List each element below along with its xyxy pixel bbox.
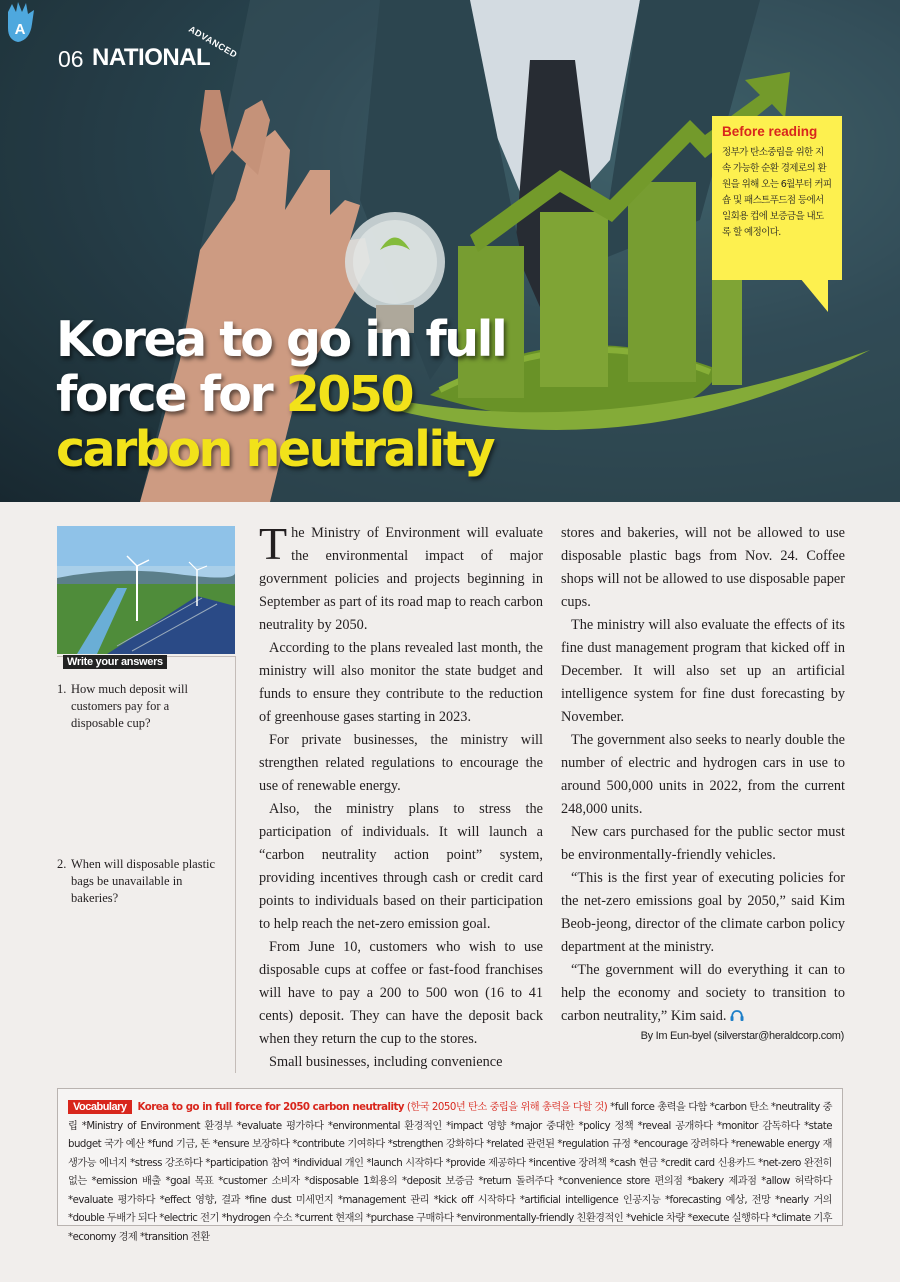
article-paragraph: “The government will do everything it can to help the economy and society to transition to carbon neutrality,” Kim said. — [561, 962, 845, 1024]
before-reading-box — [712, 116, 842, 280]
article-paragraph: “This is the first year of executing policies for the net-zero emissions goal by 2050,” said Kim Beob-jeong, director of the climate carbon policy department at the ministry. — [561, 870, 845, 955]
question-2 — [57, 856, 222, 907]
question-text: When will disposable plastic bags be unavailable in bakeries? — [71, 857, 216, 905]
before-reading-text: 정부가 탄소중립을 위한 지속 가능한 순환 경제로의 환원을 위해 오는 6월부터 커피숍 및 패스트푸드점 등에서 일회용 컵에 보증금을 내도록 할 예정이다. — [722, 147, 832, 238]
level-hand-icon — [0, 0, 40, 44]
vocabulary-title-ko: (한국 2050년 탄소 중립을 위해 총력을 다할 것) — [406, 1102, 608, 1113]
question-number: 1. — [57, 682, 67, 696]
hero-banner — [0, 0, 900, 502]
solar-farm-photo — [57, 526, 235, 654]
headline-line2 — [56, 367, 505, 422]
headline-year: 2050 — [285, 366, 413, 423]
headline-line2-white: force for — [56, 366, 286, 423]
headphone-icon[interactable] — [730, 1009, 744, 1021]
headline-line3: carbon neutrality — [56, 421, 494, 478]
article-paragraph: The ministry will also evaluate the effects of its fine dust management program that kicked off in December. It will also set up an artificial intelligence system for fine dust forecasting by November. — [561, 617, 845, 725]
article-paragraph: Small businesses, including convenience — [269, 1054, 503, 1070]
before-reading-tail — [800, 278, 828, 312]
vocabulary-tag: Vocabulary — [68, 1100, 132, 1114]
article-paragraph: From June 10, customers who wish to use disposable cups at coffee or fast-food franchises will have to pay a 200 to 500 won (16 to 41 cents) deposit. They can have the deposit back when they return the cup to the stores. — [259, 939, 543, 1047]
article-paragraph: stores and bakeries, will not be allowed to use disposable plastic bags from Nov. 24. Coffee shops will not be allowed to use disposable paper cups. — [561, 525, 845, 610]
article-paragraph: For private businesses, the ministry will strengthen related regulations to encourage the use of renewable energy. — [259, 732, 543, 794]
article-paragraph: According to the plans revealed last month, the ministry will also monitor the state budget and funds to ensure they contribute to the reduction of greenhouse gases starting in 2023. — [259, 640, 543, 725]
headline — [56, 312, 505, 477]
question-text: How much deposit will customers pay for a disposable cup? — [71, 682, 189, 730]
vocabulary-box — [57, 1088, 843, 1243]
headline-line1: Korea to go in full — [56, 311, 506, 368]
article-column-2 — [561, 522, 845, 1028]
article-paragraph: The Ministry of Environment will evaluate the environmental impact of major government policies and projects beginning in September as part of its road map to reach carbon neutrality by 2050. — [259, 518, 543, 633]
vocabulary-list: *full force 총력을 다함 *carbon 탄소 *neutrality 중립 *Ministry of Environment 환경부 *evaluate 평가하다 *environmental 환경적인 *impact 영향 *major 중대한 *policy 정책 *reveal 공개하다 *monitor 감독하다 *state budget 국가 예산 *fund 기금, 돈 *ensure 보장하다 *contribute 기여하다 *strengthen 강화하다 *related 관련된 *regulation 규정 *encourage 장려하다 *renewable energy 재생가능 에너지 *stress 강조하다 *participation 참여 *individual 개인 *launch 시작하다 *provide 제공하다 *incentive 장려책 *cash 현금 *credit card 신용카드 *net-zero 완전히 없는 *emission 배출 *goal 목표 *customer 소비자 *disposable 1회용의 *deposit 보증금 *return 돌려주다 *convenience store 편의점 *bakery 제과점 *allow 허락하다 *evaluate 평가하다 *effect 영향, 결과 *fine dust 미세먼지 *management 관리 *kick off 시작하다 *artificial intelligence 인공지능 *forecasting 예상, 전망 *nearly 거의 *double 두배가 되다 *electric 전기 *hydrogen 수소 *current 현재의 *purchase 구매하다 *environmentally-friendly 친환경적인 *vehicle 차량 *execute 실행하다 *climate 기후 *economy 경제 *transition 전환 — [68, 1102, 833, 1243]
article-column-1 — [259, 518, 543, 1074]
question-number: 2. — [57, 857, 67, 871]
question-1 — [57, 681, 222, 732]
write-answers-label: Write your answers — [63, 655, 167, 669]
vocabulary-title: Korea to go in full force for 2050 carbon neutrality — [137, 1102, 405, 1113]
level-letter: A — [14, 21, 26, 38]
level-label: ADVANCED — [187, 24, 240, 60]
before-reading-title: Before reading — [722, 124, 818, 139]
section-number: 06 — [58, 46, 84, 72]
article-paragraph: New cars purchased for the public sector must be environmentally-friendly vehicles. — [561, 824, 845, 863]
article-paragraph: Also, the ministry plans to stress the participation of individuals. It will launch a “carbon neutrality action point” system, providing incentives through cash or credit card points to individuals based on their participation to help reach the net-zero emission goal. — [259, 801, 543, 932]
byline: By Im Eun-byel (silverstar@heraldcorp.com) — [640, 1030, 844, 1042]
article-paragraph: The government also seeks to nearly double the number of electric and hydrogen cars in use to around 500,000 units in 2022, from the current 248,000 units. — [561, 732, 845, 817]
section-name: NATIONAL — [92, 44, 211, 71]
drop-cap: T — [259, 518, 288, 569]
